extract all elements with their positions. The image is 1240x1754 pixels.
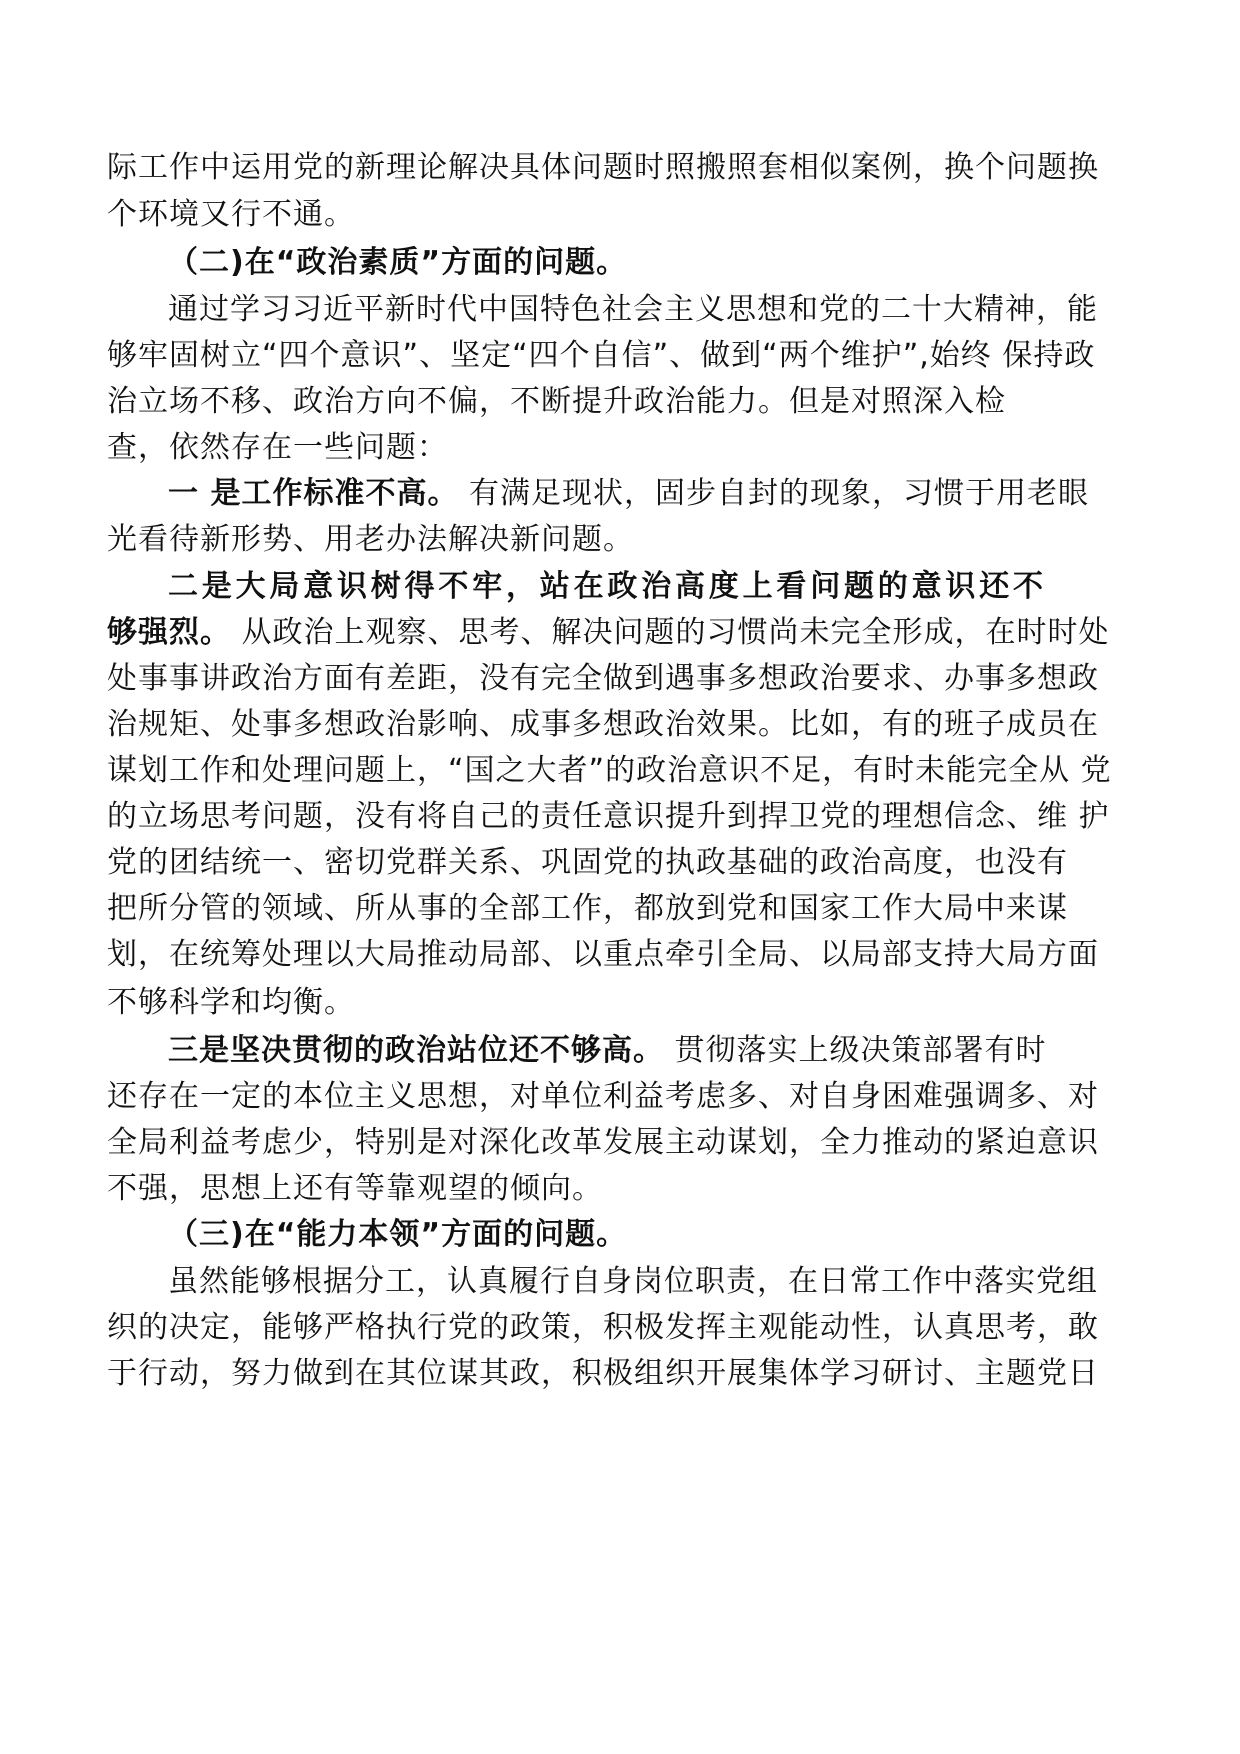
- body-line: [168, 290, 1098, 330]
- body-text: 处事事讲政治方面有差距，没有完全做到遇事多想政治要求、办事多想政: [107, 661, 1099, 696]
- body-text: 够牢固树立“四个意识”、坚定“四个自信”、做到“两个维护”,始终 保持政: [107, 338, 1096, 373]
- section-heading-3: [168, 1215, 627, 1255]
- body-line: [107, 983, 355, 1023]
- body-line: [107, 843, 1068, 883]
- point-2-title: [168, 567, 1047, 607]
- body-line: [107, 428, 448, 468]
- body-text: 划，在统筹处理以大局推动局部、以重点牵引全局、以局部支持大局方面: [107, 937, 1099, 972]
- point-3-title: 三是坚决贯彻的政治站位还不够高。: [168, 1033, 664, 1068]
- body-text: 谋划工作和处理问题上，“国之大者”的政治意识不足，有时未能完全从 党: [107, 753, 1112, 788]
- body-text: 通过学习习近平新时代中国特色社会主义思想和党的二十大精神，能: [168, 292, 1098, 327]
- body-text: 织的决定，能够严格执行党的政策，积极发挥主观能动性，认真思考，敢: [107, 1310, 1099, 1345]
- body-text: 的立场思考问题，没有将自己的责任意识提升到捍卫党的理想信念、维 护: [107, 799, 1110, 834]
- body-line: [107, 382, 1006, 422]
- body-text: 于行动，努力做到在其位谋其政，积极组织开展集体学习研讨、主题党日: [107, 1356, 1099, 1391]
- body-line: [107, 613, 1110, 653]
- body-line: [168, 474, 1089, 514]
- body-text: 虽然能够根据分工，认真履行自身岗位职责，在日常工作中落实党组: [168, 1264, 1098, 1299]
- point-2-title-end: 够强烈。: [107, 615, 231, 650]
- body-text: 二是大局意识树得不牢，站在政治高度上看问题的意识还不: [168, 569, 1047, 604]
- body-line: [107, 148, 1099, 188]
- body-text: 党的团结统一、密切党群关系、巩固党的执政基础的政治高度，也没有: [107, 845, 1068, 880]
- body-text: 查，依然存在一些问题：: [107, 430, 448, 465]
- body-text: 个环境又行不通。: [107, 197, 355, 232]
- section-heading-2: [168, 243, 627, 283]
- body-text: 治规矩、处事多想政治影响、成事多想政治效果。比如，有的班子成员在: [107, 707, 1099, 742]
- body-text: 治立场不移、政治方向不偏，不断提升政治能力。但是对照深入检: [107, 384, 1006, 419]
- body-line: [107, 1354, 1099, 1394]
- body-line: [107, 705, 1099, 745]
- body-text: 全局利益考虑少，特别是对深化改革发展主动谋划，全力推动的紧迫意识: [107, 1125, 1099, 1160]
- body-text: 有满足现状，固步自封的现象，习惯于用老眼: [458, 476, 1089, 511]
- body-line: [107, 520, 634, 560]
- body-text: 不强，思想上还有等靠观望的倾向。: [107, 1171, 603, 1206]
- body-text: 还存在一定的本位主义思想，对单位利益考虑多、对自身困难强调多、对: [107, 1079, 1099, 1114]
- body-line: [107, 751, 1112, 791]
- body-line: [168, 1262, 1098, 1302]
- point-1-title: 一 是工作标准不高。: [168, 476, 459, 511]
- body-line: [107, 935, 1099, 975]
- body-line: [107, 195, 355, 235]
- body-text: 从政治上观察、思考、解决问题的习惯尚未完全形成，在时时处: [231, 615, 1110, 650]
- heading-text: （二)在“政治素质”方面的问题。: [168, 245, 628, 280]
- body-text: 不够科学和均衡。: [107, 985, 355, 1020]
- body-line: [107, 1077, 1099, 1117]
- body-line: [107, 1169, 603, 1209]
- body-text: 把所分管的领域、所从事的全部工作，都放到党和国家工作大局中来谋: [107, 891, 1068, 926]
- body-line: [168, 1031, 1047, 1071]
- body-line: [107, 797, 1110, 837]
- body-line: [107, 1308, 1099, 1348]
- body-line: [107, 889, 1068, 929]
- body-line: [107, 336, 1095, 376]
- body-text: 际工作中运用党的新理论解决具体问题时照搬照套相似案例，换个问题换: [107, 150, 1099, 185]
- body-text: 光看待新形势、用老办法解决新问题。: [107, 522, 634, 557]
- heading-text: （三)在“能力本领”方面的问题。: [168, 1217, 628, 1252]
- body-text: 贯彻落实上级决策部署有时: [664, 1033, 1047, 1068]
- body-line: [107, 1123, 1099, 1163]
- body-line: [107, 659, 1099, 699]
